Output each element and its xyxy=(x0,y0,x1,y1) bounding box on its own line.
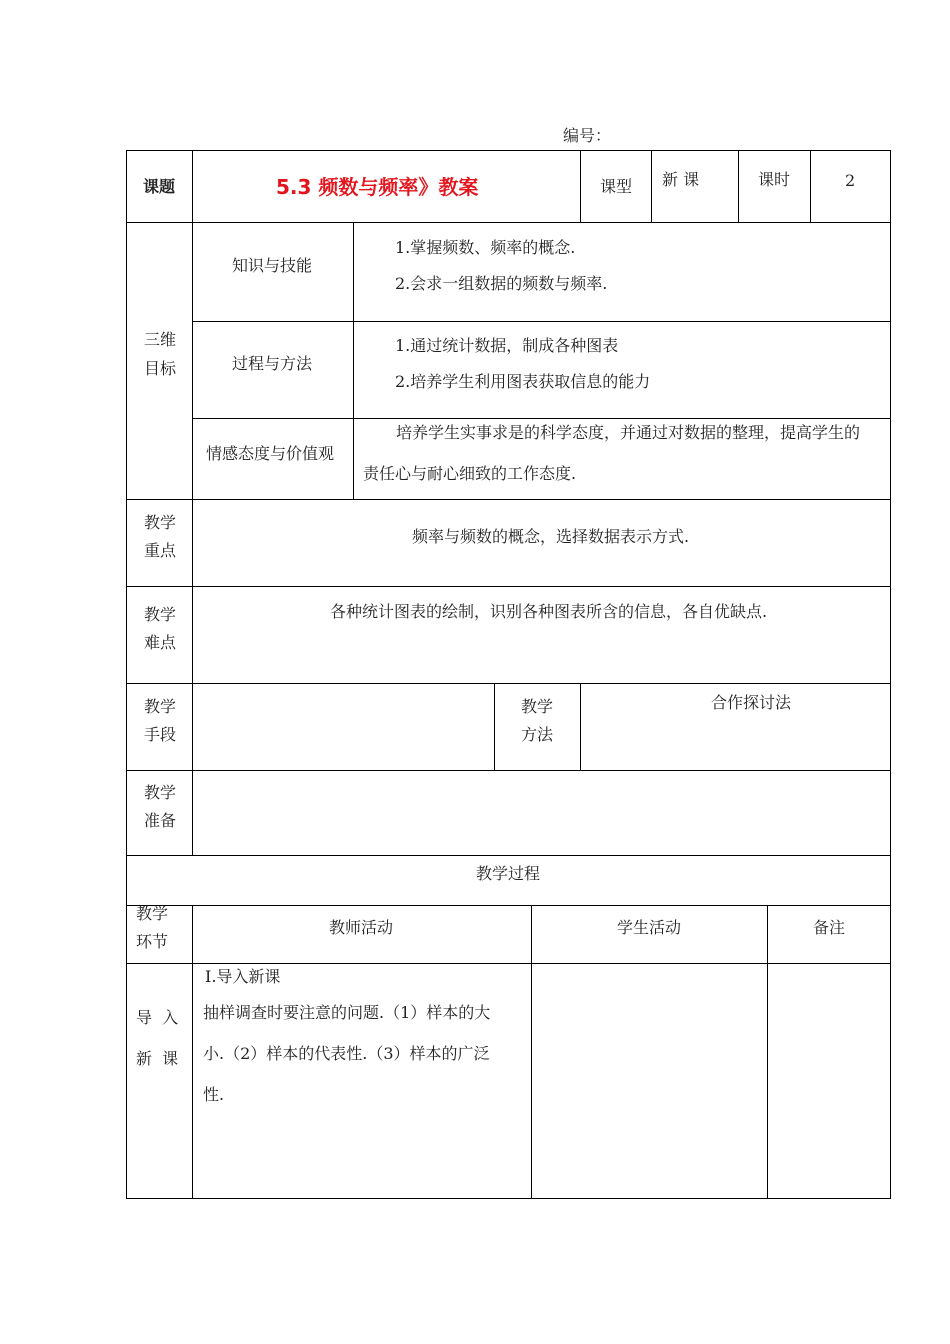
objective-knowledge-line2: 2.会求一组数据的频数与频率. xyxy=(395,274,608,293)
key-points-text: 频率与频数的概念，选择数据表示方式. xyxy=(412,527,690,546)
teacher-activity-line2: 小.（2）样本的代表性.（3）样本的广泛 xyxy=(203,1044,490,1063)
objective-knowledge-line1: 1.掌握频数、频率的概念. xyxy=(395,238,576,257)
lesson-type-value: 新 课 xyxy=(662,170,700,189)
objective-attitude-name: 情感态度与价值观 xyxy=(206,444,335,463)
objective-process-line1: 1.通过统计数据，制成各种图表 xyxy=(395,336,619,355)
key-points-label-line2: 重点 xyxy=(144,541,177,560)
teacher-activity-line1: 抽样调查时要注意的问题.（1）样本的大 xyxy=(203,1003,491,1022)
method-label-line2: 方法 xyxy=(521,725,554,744)
col-student-activity: 学生活动 xyxy=(617,918,682,937)
means-label-line1: 教学 xyxy=(144,697,177,716)
method-label-line1: 教学 xyxy=(521,697,554,716)
objective-attitude-line2: 责任心与耐心细致的工作态度. xyxy=(363,464,577,483)
lesson-type-label: 课型 xyxy=(600,177,633,196)
class-hours-value: 2 xyxy=(845,171,856,190)
class-hours-label: 课时 xyxy=(758,170,791,189)
process-heading: 教学过程 xyxy=(476,864,541,883)
teacher-activity-line3: 性. xyxy=(203,1085,225,1104)
objective-process-line2: 2.培养学生利用图表获取信息的能力 xyxy=(395,372,651,391)
difficulties-label-line1: 教学 xyxy=(144,605,177,624)
preparation-label-line1: 教学 xyxy=(144,783,177,802)
objective-process-name: 过程与方法 xyxy=(232,354,313,373)
means-label-line2: 手段 xyxy=(144,725,177,744)
teacher-activity-heading: Ⅰ.导入新课 xyxy=(205,967,281,986)
objective-knowledge-name: 知识与技能 xyxy=(232,256,313,275)
col-notes: 备注 xyxy=(813,918,846,937)
lesson-title: 5.3 频数与频率》教案 xyxy=(276,175,479,199)
difficulties-text: 各种统计图表的绘制，识别各种图表所含的信息，各自优缺点. xyxy=(330,602,768,621)
key-points-label-line1: 教学 xyxy=(144,513,177,532)
col-stage-line1: 教学 xyxy=(136,904,169,923)
objective-attitude-line1: 培养学生实事求是的科学态度，并通过对数据的整理，提高学生的 xyxy=(396,423,861,442)
col-stage-line2: 环节 xyxy=(136,932,169,951)
objectives-label-line1: 三维 xyxy=(144,330,177,349)
topic-label: 课题 xyxy=(143,177,176,196)
preparation-label-line2: 准备 xyxy=(144,811,177,830)
method-value: 合作探讨法 xyxy=(711,693,792,712)
difficulties-label-line2: 难点 xyxy=(144,633,177,652)
stage-intro-line2: 新 课 xyxy=(136,1049,179,1068)
col-teacher-activity: 教师活动 xyxy=(329,918,394,937)
stage-intro-line1: 导 入 xyxy=(136,1008,179,1027)
objectives-label-line2: 目标 xyxy=(144,359,177,378)
serial-number-label: 编号： xyxy=(563,126,612,145)
